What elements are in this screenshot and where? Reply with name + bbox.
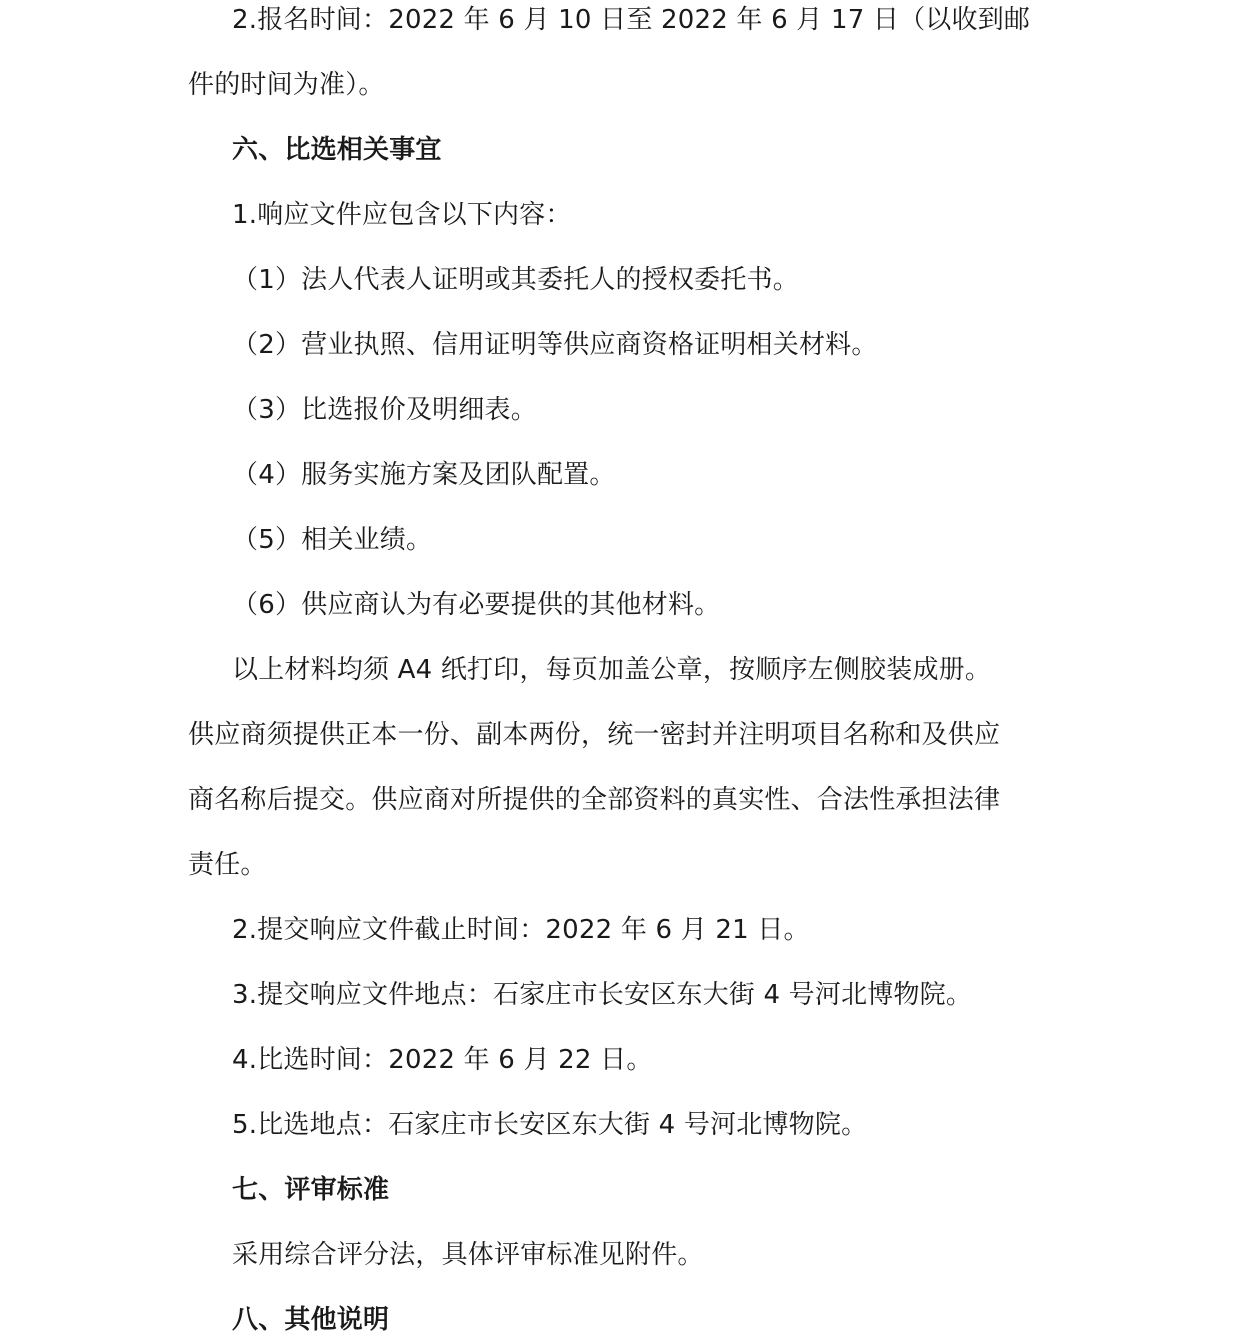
list-item-1: （1）法人代表人证明或其委托人的授权委托书。 <box>232 265 799 295</box>
section-heading-6: 六、比选相关事宜 <box>232 135 442 165</box>
response-file-contents-line: 1.响应文件应包含以下内容： <box>232 200 572 230</box>
list-item-6: （6）供应商认为有必要提供的其他材料。 <box>232 590 721 620</box>
document-page <box>188 0 1058 1340</box>
registration-time-line: 2.报名时间：2022 年 6 月 10 日至 2022 年 6 月 17 日（以收到邮 <box>232 5 1031 35</box>
submission-location-line: 3.提交响应文件地点：石家庄市长安区东大街 4 号河北博物院。 <box>232 980 973 1010</box>
section-heading-8: 八、其他说明 <box>232 1305 390 1335</box>
materials-paragraph-line-3: 商名称后提交。供应商对所提供的全部资料的真实性、合法性承担法律 <box>188 785 1001 815</box>
section-heading-7: 七、评审标准 <box>232 1175 390 1205</box>
list-item-5: （5）相关业绩。 <box>232 525 433 555</box>
registration-time-continuation: 件的时间为准）。 <box>188 70 385 100</box>
list-item-3: （3）比选报价及明细表。 <box>232 395 537 425</box>
list-item-4: （4）服务实施方案及团队配置。 <box>232 460 616 490</box>
selection-time-line: 4.比选时间：2022 年 6 月 22 日。 <box>232 1045 653 1075</box>
evaluation-method-line: 采用综合评分法，具体评审标准见附件。 <box>232 1240 704 1270</box>
materials-paragraph-line-4: 责任。 <box>188 850 267 880</box>
materials-paragraph-line-1: 以上材料均须 A4 纸打印，每页加盖公章，按顺序左侧胶装成册。 <box>232 655 992 685</box>
submission-deadline-line: 2.提交响应文件截止时间：2022 年 6 月 21 日。 <box>232 915 810 945</box>
materials-paragraph-line-2: 供应商须提供正本一份、副本两份，统一密封并注明项目名称和及供应 <box>188 720 1001 750</box>
selection-location-line: 5.比选地点：石家庄市长安区东大街 4 号河北博物院。 <box>232 1110 868 1140</box>
list-item-2: （2）营业执照、信用证明等供应商资格证明相关材料。 <box>232 330 878 360</box>
